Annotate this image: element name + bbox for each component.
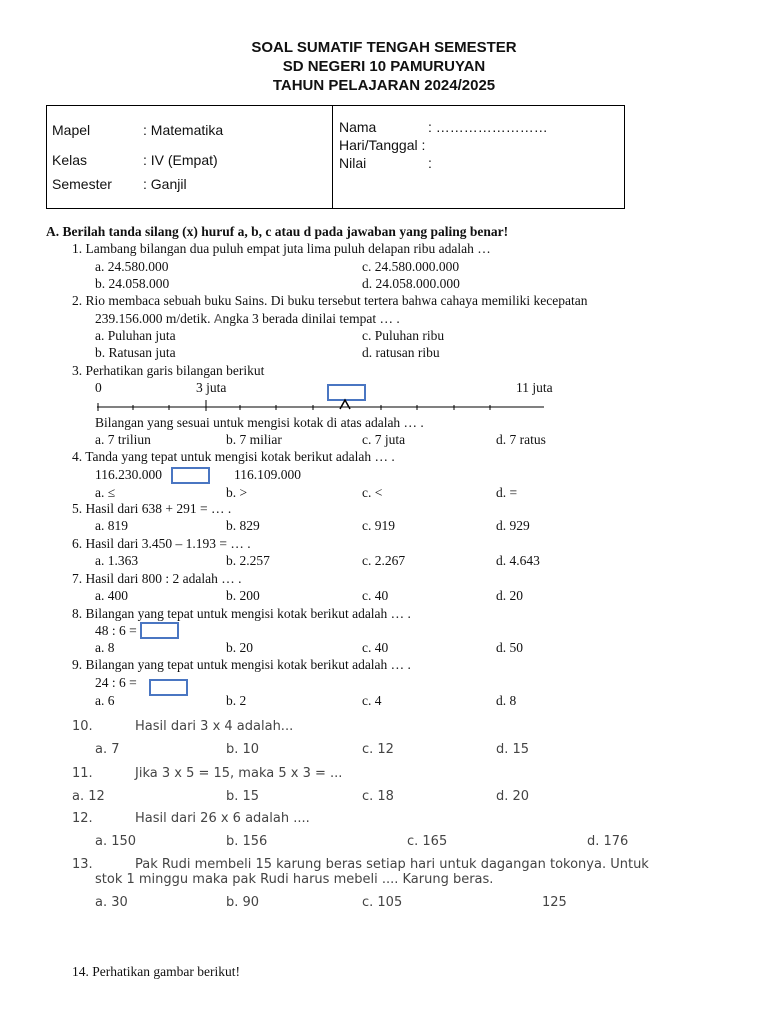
- q6-option-c[interactable]: c. 2.267: [362, 553, 406, 568]
- q11-option-a[interactable]: a. 12: [72, 789, 105, 804]
- q4-right-number: 116.109.000: [234, 467, 301, 482]
- q10-number: 10.: [72, 719, 93, 734]
- mapel-value: : Matematika: [143, 122, 224, 138]
- q13-option-a[interactable]: a. 30: [95, 895, 128, 910]
- q10-option-d[interactable]: d. 15: [496, 742, 530, 757]
- q9-expression: 24 : 6 =: [95, 675, 137, 690]
- q13-option-c[interactable]: c. 105: [362, 895, 403, 910]
- q12-option-a[interactable]: a. 150: [95, 834, 137, 849]
- q4-left-number: 116.230.000: [95, 467, 162, 482]
- q2-option-b[interactable]: b. Ratusan juta: [95, 345, 176, 360]
- q7-option-d[interactable]: d. 20: [496, 588, 523, 603]
- q7-option-c[interactable]: c. 40: [362, 588, 389, 603]
- semester-value: : Ganjil: [143, 176, 187, 192]
- mapel-label: Mapel: [52, 122, 91, 138]
- q6-option-b[interactable]: b. 2.257: [226, 553, 270, 568]
- number-line-label-0: 0: [95, 380, 102, 395]
- q8-expression: 48 : 6 =: [95, 623, 137, 638]
- q9-answer-box[interactable]: [149, 679, 188, 696]
- q2-option-a[interactable]: a. Puluhan juta: [95, 328, 176, 343]
- q4-option-a[interactable]: a. ≤: [95, 485, 116, 500]
- q4-text: 4. Tanda yang tepat untuk mengisi kotak berikut adalah … .: [72, 449, 395, 464]
- q7-text: 7. Hasil dari 800 : 2 adalah … .: [72, 571, 242, 586]
- q5-text: 5. Hasil dari 638 + 291 = … .: [72, 501, 232, 516]
- q13-option-d[interactable]: 125: [542, 895, 567, 910]
- q11-option-d[interactable]: d. 20: [496, 789, 530, 804]
- q5-option-c[interactable]: c. 919: [362, 518, 395, 533]
- q12-option-c[interactable]: c. 165: [407, 834, 448, 849]
- q10-option-b[interactable]: b. 10: [226, 742, 260, 757]
- q6-option-a[interactable]: a. 1.363: [95, 553, 139, 568]
- q9-option-a[interactable]: a. 6: [95, 693, 115, 708]
- q1-option-a[interactable]: a. 24.580.000: [95, 259, 169, 274]
- q11-option-b[interactable]: b. 15: [226, 789, 260, 804]
- q12-option-b[interactable]: b. 156: [226, 834, 268, 849]
- q4-option-b[interactable]: b. >: [226, 485, 248, 500]
- q13-text: Pak Rudi membeli 15 karung beras setiap hari untuk dagangan tokonya. Untuk: [135, 857, 649, 872]
- q1-text: 1. Lambang bilangan dua puluh empat juta lima puluh delapan ribu adalah …: [72, 241, 491, 256]
- q12-number: 12.: [72, 811, 93, 826]
- q7-option-a[interactable]: a. 400: [95, 588, 128, 603]
- q5-option-b[interactable]: b. 829: [226, 518, 260, 533]
- title-line-3: TAHUN PELAJARAN 2024/2025: [272, 77, 496, 94]
- title-line-2: SD NEGERI 10 PAMURUYAN: [282, 58, 486, 75]
- q3-option-d[interactable]: d. 7 ratus: [496, 432, 546, 447]
- q3-option-c[interactable]: c. 7 juta: [362, 432, 406, 447]
- kelas-label: Kelas: [52, 152, 88, 168]
- q4-option-d[interactable]: d. =: [496, 485, 518, 500]
- q4-answer-box[interactable]: [171, 467, 210, 484]
- nama-value[interactable]: : ……………………: [428, 119, 548, 135]
- q3-question: Bilangan yang sesuai untuk mengisi kotak di atas adalah … .: [95, 415, 424, 430]
- q13-number: 13.: [72, 857, 93, 872]
- q11-option-c[interactable]: c. 18: [362, 789, 394, 804]
- q12-text: Hasil dari 26 x 6 adalah ....: [135, 811, 310, 826]
- hari-tanggal-label[interactable]: Hari/Tanggal :: [339, 137, 426, 153]
- kelas-value: : IV (Empat): [143, 152, 218, 168]
- q5-option-d[interactable]: d. 929: [496, 518, 530, 533]
- q11-text: Jika 3 x 5 = 15, maka 5 x 3 = ...: [135, 766, 343, 781]
- q1-option-b[interactable]: b. 24.058.000: [95, 276, 170, 291]
- nilai-value[interactable]: :: [428, 155, 432, 171]
- info-table-divider: [332, 106, 333, 208]
- q2-option-c[interactable]: c. Puluhan ribu: [362, 328, 445, 343]
- nama-label: Nama: [339, 119, 377, 135]
- number-line-label-11-juta: 11 juta: [516, 380, 553, 395]
- q8-answer-box[interactable]: [140, 622, 179, 639]
- q5-option-a[interactable]: a. 819: [95, 518, 128, 533]
- q8-option-c[interactable]: c. 40: [362, 640, 389, 655]
- q8-option-b[interactable]: b. 20: [226, 640, 253, 655]
- q9-text: 9. Bilangan yang tepat untuk mengisi kotak berikut adalah … .: [72, 657, 411, 672]
- title-line-1: SOAL SUMATIF TENGAH SEMESTER: [251, 39, 517, 56]
- number-line-label-3-juta: 3 juta: [196, 380, 227, 395]
- q6-text: 6. Hasil dari 3.450 – 1.193 = … .: [72, 536, 251, 551]
- q10-option-c[interactable]: c. 12: [362, 742, 394, 757]
- semester-label: Semester: [52, 176, 112, 192]
- q10-option-a[interactable]: a. 7: [95, 742, 120, 757]
- nilai-label: Nilai: [339, 155, 367, 171]
- q12-option-d[interactable]: d. 176: [587, 834, 629, 849]
- q8-text: 8. Bilangan yang tepat untuk mengisi kotak berikut adalah … .: [72, 606, 411, 621]
- q8-option-d[interactable]: d. 50: [496, 640, 523, 655]
- q6-option-d[interactable]: d. 4.643: [496, 553, 540, 568]
- q10-text: Hasil dari 3 x 4 adalah...: [135, 719, 294, 734]
- q14-text: 14. Perhatikan gambar berikut!: [72, 964, 240, 979]
- q13-text-line-2: stok 1 minggu maka pak Rudi harus mebeli .... Karung beras.: [95, 872, 494, 887]
- section-a-instruction: A. Berilah tanda silang (x) huruf a, b, c atau d pada jawaban yang paling benar!: [46, 224, 509, 239]
- q4-option-c[interactable]: c. <: [362, 485, 383, 500]
- q3-option-b[interactable]: b. 7 miliar: [226, 432, 282, 447]
- q11-number: 11.: [72, 766, 93, 781]
- number-line: [94, 396, 550, 414]
- q2-text: 2. Rio membaca sebuah buku Sains. Di buku tersebut tertera bahwa cahaya memiliki kecepatan: [72, 293, 588, 308]
- q1-option-d[interactable]: d. 24.058.000.000: [362, 276, 460, 291]
- q9-option-d[interactable]: d. 8: [496, 693, 517, 708]
- q1-option-c[interactable]: c. 24.580.000.000: [362, 259, 460, 274]
- q8-option-a[interactable]: a. 8: [95, 640, 115, 655]
- q3-text: 3. Perhatikan garis bilangan berikut: [72, 363, 265, 378]
- q9-option-c[interactable]: c. 4: [362, 693, 382, 708]
- q3-option-a[interactable]: a. 7 triliun: [95, 432, 151, 447]
- q2-option-d[interactable]: d. ratusan ribu: [362, 345, 440, 360]
- q13-option-b[interactable]: b. 90: [226, 895, 260, 910]
- q9-option-b[interactable]: b. 2: [226, 693, 247, 708]
- q7-option-b[interactable]: b. 200: [226, 588, 260, 603]
- q2-text-line-2: 239.156.000 m/detik. Angka 3 berada dinilai tempat … .: [95, 311, 400, 326]
